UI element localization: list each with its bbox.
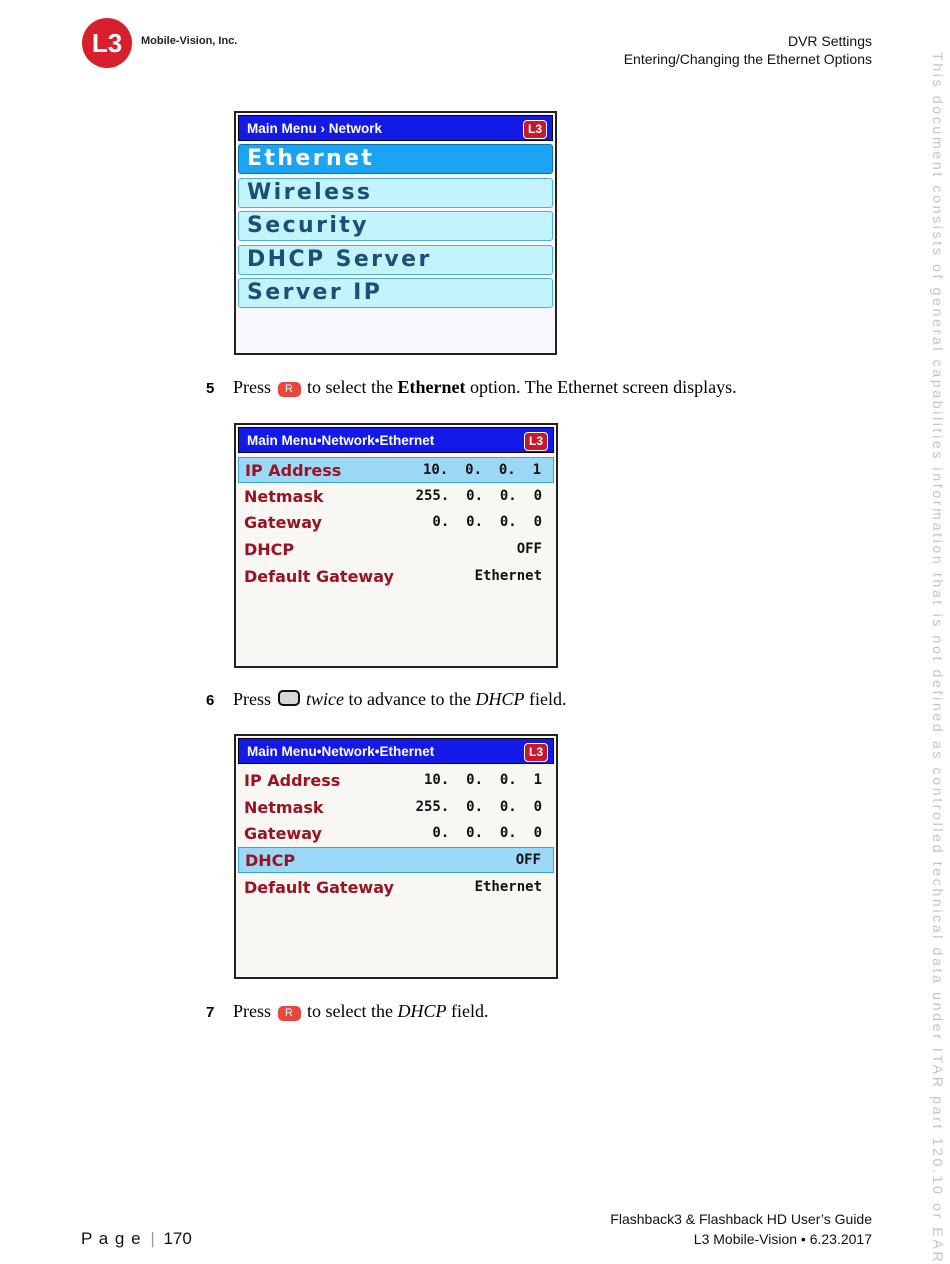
row-dhcp[interactable]: [238, 537, 554, 563]
row-label: Gateway: [244, 513, 322, 532]
step-6: [206, 689, 566, 710]
guide-title: Flashback3 & Flashback HD User’s Guide: [610, 1211, 872, 1227]
menu-item-label: Wireless: [247, 180, 373, 205]
row-netmask[interactable]: [238, 795, 554, 821]
row-ip-address[interactable]: [238, 768, 554, 794]
step-number: 7: [206, 1004, 215, 1021]
menu-item-label: DHCP Server: [247, 247, 432, 272]
row-label: DHCP: [245, 851, 296, 870]
row-label: Default Gateway: [244, 878, 394, 897]
company-name: Mobile-Vision, Inc.: [141, 35, 238, 47]
step-number: 6: [206, 692, 215, 709]
row-value: 0. 0. 0. 0: [415, 514, 542, 530]
step-emphasis: DHCP: [397, 1001, 447, 1021]
row-value: 0. 0. 0. 0: [415, 825, 542, 841]
row-value: Ethernet: [474, 568, 542, 584]
row-netmask[interactable]: [238, 484, 554, 510]
section-title: DVR Settings: [787, 33, 872, 49]
row-dhcp[interactable]: [238, 847, 554, 873]
menu-item-label: Ethernet: [247, 146, 375, 171]
screen-title: Main Menu•Network•Ethernet: [247, 433, 435, 448]
step-5: [206, 377, 737, 398]
menu-item-ethernet[interactable]: [238, 144, 553, 174]
row-value: 10. 0. 0. 1: [415, 772, 542, 788]
step-emphasis: Ethernet: [397, 377, 466, 397]
page-number: 170: [163, 1229, 192, 1248]
row-value: Ethernet: [474, 879, 542, 895]
step-emphasis: twice: [306, 689, 345, 709]
menu-item-dhcp-server[interactable]: [238, 245, 553, 275]
l3-badge-icon: L3: [523, 120, 547, 139]
step-text: Press: [233, 689, 272, 709]
row-value: 255. 0. 0. 0: [415, 488, 542, 504]
watermark-text: This document consists of general capabilities information that is not defined as controlled technical data under ITAR part 120.10 or EAR: [929, 52, 945, 1264]
step-emphasis: DHCP: [475, 689, 525, 709]
row-label: IP Address: [244, 771, 341, 790]
edition-info: L3 Mobile-Vision • 6.23.2017: [693, 1231, 872, 1247]
step-number: 5: [206, 380, 215, 397]
menu-item-server-ip[interactable]: [238, 278, 553, 308]
row-value: OFF: [516, 541, 542, 557]
screen-title: Main Menu › Network: [247, 121, 383, 136]
itar-watermark: [922, 52, 950, 1264]
l3-logo: [80, 18, 136, 68]
screen-title-bar: [238, 427, 554, 453]
page-footer-left: [81, 1229, 192, 1249]
row-gateway[interactable]: [238, 510, 554, 536]
row-label: Gateway: [244, 824, 322, 843]
row-value: OFF: [515, 852, 541, 868]
step-text: field.: [450, 1001, 489, 1021]
screen-title-bar: [238, 115, 553, 141]
row-gateway[interactable]: [238, 821, 554, 847]
l3-badge-icon: L3: [524, 743, 548, 762]
row-label: Netmask: [244, 798, 324, 817]
footer-divider: |: [150, 1229, 155, 1248]
step-text: Press: [233, 377, 272, 397]
logo-lettering: L3: [91, 28, 123, 58]
l3-badge-icon: L3: [524, 432, 548, 451]
row-ip-address[interactable]: [238, 457, 554, 483]
row-default-gateway[interactable]: [238, 564, 554, 590]
subsection-title: Entering/Changing the Ethernet Options: [623, 51, 872, 67]
step-text: Press: [233, 1001, 272, 1021]
network-menu-screen: [234, 111, 557, 355]
step-text: to select the: [307, 377, 393, 397]
o-button-icon: [278, 690, 300, 706]
row-label: Netmask: [244, 487, 324, 506]
row-default-gateway[interactable]: [238, 875, 554, 901]
ethernet-screen-dhcp-selected: [234, 734, 558, 979]
r-button-icon: R: [278, 1006, 301, 1021]
menu-item-wireless[interactable]: [238, 178, 553, 208]
screen-title-bar: [238, 738, 554, 764]
menu-item-security[interactable]: [238, 211, 553, 241]
page-label: P a g e: [81, 1229, 142, 1248]
step-7: [206, 1001, 488, 1022]
screen-title: Main Menu•Network•Ethernet: [247, 744, 435, 759]
r-button-icon: R: [278, 382, 301, 397]
row-value: 10. 0. 0. 1: [414, 462, 541, 478]
menu-item-label: Security: [247, 213, 369, 238]
menu-item-label: Server IP: [247, 280, 383, 305]
row-label: DHCP: [244, 540, 295, 559]
row-label: IP Address: [245, 461, 342, 480]
step-text: to select the: [307, 1001, 393, 1021]
step-text: field.: [528, 689, 567, 709]
step-text: to advance to the: [348, 689, 471, 709]
step-text: option. The Ethernet screen displays.: [469, 377, 737, 397]
ethernet-screen-ip-selected: [234, 423, 558, 668]
row-label: Default Gateway: [244, 567, 394, 586]
row-value: 255. 0. 0. 0: [415, 799, 542, 815]
